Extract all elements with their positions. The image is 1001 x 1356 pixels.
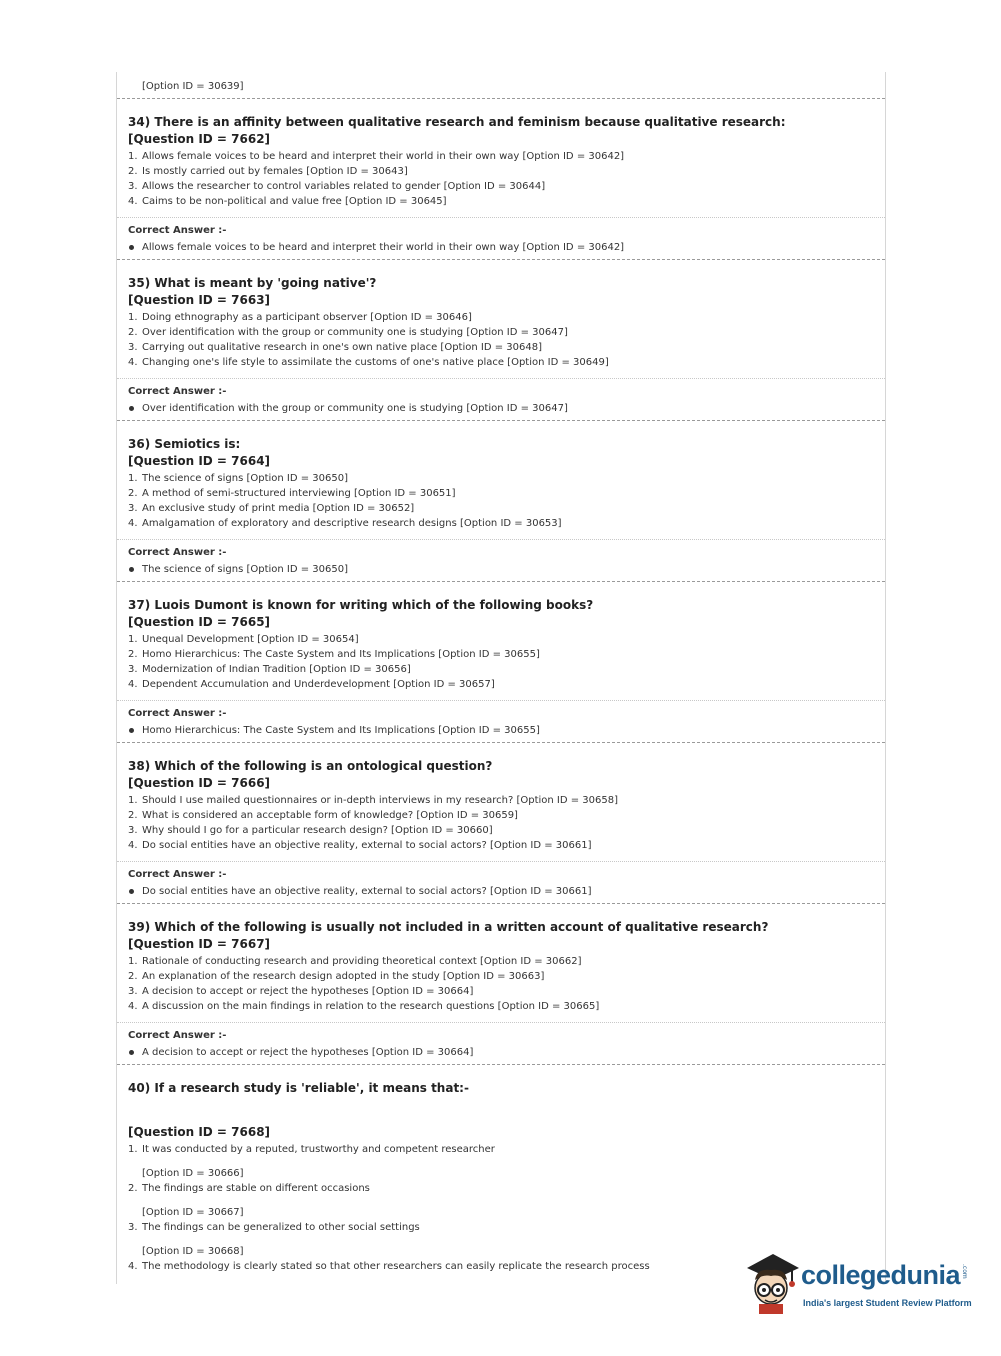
- option-text: Unequal Development [Option ID = 30654]: [142, 634, 359, 645]
- option-item: 2. Is mostly carried out by females [Option ID = 30643]: [128, 166, 408, 177]
- option-item: 1. Doing ethnography as a participant observer [Option ID = 30646]: [128, 312, 472, 323]
- option-text: Caims to be non-political and value free [Option ID = 30645]: [142, 196, 447, 207]
- correct-answer-label: Correct Answer :-: [128, 1030, 227, 1041]
- option-item: 3. Allows the researcher to control variables related to gender [Option ID = 30644]: [128, 181, 546, 192]
- question-id: [Question ID = 7665]: [128, 615, 271, 629]
- questions-list: [117, 98, 885, 1060]
- option-id: [Option ID = 30667]: [142, 1207, 244, 1218]
- option-item: 1. It was conducted by a reputed, trustworthy and competent researcher [Option ID = 30666]: [142, 1142, 885, 1181]
- option-item: 2. What is considered an acceptable form of knowledge? [Option ID = 30659]: [128, 810, 518, 821]
- option-item: 3. Carrying out qualitative research in one's own native place [Option ID = 30648]: [128, 342, 542, 353]
- correct-answer-block: [117, 540, 885, 577]
- correct-answer-text: Allows female voices to be heard and interpret their world in their own way [Option ID = 30642]: [128, 240, 885, 255]
- option-text: Amalgamation of exploratory and descriptive research designs [Option ID = 30653]: [142, 518, 562, 529]
- option-list: [128, 632, 885, 692]
- question-40: [117, 1065, 885, 1274]
- question-title: 35) What is meant by 'going native'?: [128, 276, 377, 290]
- option-text: A decision to accept or reject the hypotheses [Option ID = 30664]: [142, 986, 474, 997]
- correct-answer-block: [117, 862, 885, 899]
- option-text: Why should I go for a particular research design? [Option ID = 30660]: [142, 825, 493, 836]
- option-text: The findings are stable on different occasions: [142, 1183, 370, 1194]
- correct-answer-block: [117, 218, 885, 255]
- question-block: [117, 99, 885, 209]
- option-text: Do social entities have an objective reality, external to social actors? [Option ID = 30661]: [142, 840, 592, 851]
- question-title: 34) There is an affinity between qualitative research and feminism because qualitative research:: [128, 115, 786, 129]
- question-block: [117, 260, 885, 370]
- option-text: Should I use mailed questionnaires or in-depth interviews in my research? [Option ID = 30658]: [142, 795, 619, 806]
- option-item: 2. The findings are stable on different occasions [Option ID = 30667]: [142, 1181, 885, 1220]
- option-text: A discussion on the main findings in relation to the research questions [Option ID = 30665]: [142, 1001, 600, 1012]
- option-list: [128, 954, 885, 1014]
- option-item: 2. A method of semi-structured interviewing [Option ID = 30651]: [128, 488, 456, 499]
- option-id: [Option ID = 30666]: [142, 1168, 244, 1179]
- logo-wordmark: collegedunia: [801, 1260, 961, 1290]
- option-item: 1. Allows female voices to be heard and interpret their world in their own way [Option ID = 30642]: [128, 151, 625, 162]
- question-title: 40) If a research study is 'reliable', it means that:-: [128, 1081, 469, 1095]
- correct-answer-block: [117, 1023, 885, 1060]
- correct-answer-text: Do social entities have an objective reality, external to social actors? [Option ID = 30661]: [128, 884, 885, 899]
- option-item: 1. Unequal Development [Option ID = 30654]: [128, 634, 359, 645]
- logo-com: .com: [961, 1264, 968, 1279]
- option-id: [Option ID = 30668]: [142, 1246, 244, 1257]
- option-text: The findings can be generalized to other social settings: [142, 1222, 420, 1233]
- previous-option-id: [Option ID = 30639]: [142, 81, 244, 92]
- correct-answer-text: A decision to accept or reject the hypotheses [Option ID = 30664]: [128, 1045, 885, 1060]
- option-text: Allows female voices to be heard and interpret their world in their own way [Option ID = 30642]: [142, 151, 625, 162]
- question-id: [Question ID = 7664]: [128, 454, 271, 468]
- question-title: 38) Which of the following is an ontological question?: [128, 759, 493, 773]
- option-item: 4. Amalgamation of exploratory and descriptive research designs [Option ID = 30653]: [128, 518, 562, 529]
- correct-answer-text: Over identification with the group or community one is studying [Option ID = 30647]: [128, 401, 885, 416]
- option-item: 3. A decision to accept or reject the hypotheses [Option ID = 30664]: [128, 986, 474, 997]
- question-title: 39) Which of the following is usually not included in a written account of qualitative research?: [128, 920, 769, 934]
- option-text: The methodology is clearly stated so that other researchers can easily replicate the research process: [142, 1261, 650, 1272]
- option-item: 2. An explanation of the research design adopted in the study [Option ID = 30663]: [128, 971, 545, 982]
- option-list: [128, 310, 885, 370]
- question-id: [Question ID = 7668]: [128, 1125, 271, 1139]
- correct-answer-label: Correct Answer :-: [128, 869, 227, 880]
- option-text: Dependent Accumulation and Underdevelopment [Option ID = 30657]: [142, 679, 495, 690]
- question-id: [Question ID = 7666]: [128, 776, 271, 790]
- option-text: Modernization of Indian Tradition [Option ID = 30656]: [142, 664, 411, 675]
- option-item: 3. The findings can be generalized to other social settings [Option ID = 30668]: [142, 1220, 885, 1259]
- option-item: 4. Dependent Accumulation and Underdevelopment [Option ID = 30657]: [128, 679, 495, 690]
- option-item: 2. Over identification with the group or community one is studying [Option ID = 30647]: [128, 327, 568, 338]
- question-id: [Question ID = 7663]: [128, 293, 271, 307]
- option-item: 1. Should I use mailed questionnaires or in-depth interviews in my research? [Option ID = 30658]: [128, 795, 619, 806]
- correct-answer-text: Homo Hierarchicus: The Caste System and Its Implications [Option ID = 30655]: [128, 723, 885, 738]
- option-text: An explanation of the research design adopted in the study [Option ID = 30663]: [142, 971, 545, 982]
- correct-answer-label: Correct Answer :-: [128, 708, 227, 719]
- option-item: 4. Do social entities have an objective reality, external to social actors? [Option ID = 30661]: [128, 840, 592, 851]
- option-item: 4. Changing one's life style to assimilate the customs of one's native place [Option ID = 30649]: [128, 357, 609, 368]
- option-list: [128, 793, 885, 853]
- option-item: 2. Homo Hierarchicus: The Caste System and Its Implications [Option ID = 30655]: [128, 649, 540, 660]
- question-block: [117, 743, 885, 853]
- option-text: It was conducted by a reputed, trustworthy and competent researcher: [142, 1144, 495, 1155]
- correct-answer-label: Correct Answer :-: [128, 547, 227, 558]
- option-item: 1. Rationale of conducting research and providing theoretical context [Option ID = 30662]: [128, 956, 582, 967]
- correct-answer-block: [117, 701, 885, 738]
- option-list: [128, 471, 885, 531]
- option-text: Allows the researcher to control variables related to gender [Option ID = 30644]: [142, 181, 546, 192]
- option-list: [128, 149, 885, 209]
- option-text: The science of signs [Option ID = 30650]: [142, 473, 349, 484]
- option-item: 3. An exclusive study of print media [Option ID = 30652]: [128, 503, 415, 514]
- graduate-mascot-icon: [743, 1250, 801, 1316]
- option-text: Rationale of conducting research and providing theoretical context [Option ID = 30662]: [142, 956, 582, 967]
- option-item: 4. The methodology is clearly stated so that other researchers can easily replicate the research process: [128, 1261, 650, 1272]
- question-block: [117, 421, 885, 531]
- question-id: [Question ID = 7662]: [128, 132, 271, 146]
- option-item: 3. Why should I go for a particular research design? [Option ID = 30660]: [128, 825, 493, 836]
- question-block: [117, 904, 885, 1014]
- correct-answer-label: Correct Answer :-: [128, 225, 227, 236]
- option-item: 1. The science of signs [Option ID = 30650]: [128, 473, 349, 484]
- collegedunia-logo: [743, 1250, 973, 1322]
- option-item: 3. Modernization of Indian Tradition [Option ID = 30656]: [128, 664, 411, 675]
- correct-answer-block: [117, 379, 885, 416]
- option-text: Changing one's life style to assimilate the customs of one's native place [Option ID = 30649]: [142, 357, 609, 368]
- option-text: Carrying out qualitative research in one's own native place [Option ID = 30648]: [142, 342, 542, 353]
- option-text: Over identification with the group or community one is studying [Option ID = 30647]: [142, 327, 568, 338]
- question-paper: [116, 72, 886, 1284]
- option-item: 4. A discussion on the main findings in relation to the research questions [Option ID = 30665]: [128, 1001, 600, 1012]
- question-title: 36) Semiotics is:: [128, 437, 241, 451]
- question-block: [117, 582, 885, 692]
- correct-answer-text: The science of signs [Option ID = 30650]: [128, 562, 885, 577]
- option-text: An exclusive study of print media [Option ID = 30652]: [142, 503, 415, 514]
- option-text: Doing ethnography as a participant observer [Option ID = 30646]: [142, 312, 472, 323]
- option-item: 4. Caims to be non-political and value free [Option ID = 30645]: [128, 196, 447, 207]
- option-text: What is considered an acceptable form of knowledge? [Option ID = 30659]: [142, 810, 518, 821]
- option-text: Is mostly carried out by females [Option ID = 30643]: [142, 166, 408, 177]
- option-text: Homo Hierarchicus: The Caste System and Its Implications [Option ID = 30655]: [142, 649, 540, 660]
- question-title: 37) Luois Dumont is known for writing which of the following books?: [128, 598, 594, 612]
- question-id: [Question ID = 7667]: [128, 937, 271, 951]
- option-text: A method of semi-structured interviewing [Option ID = 30651]: [142, 488, 456, 499]
- logo-tagline: India's largest Student Review Platform: [803, 1298, 972, 1308]
- correct-answer-label: Correct Answer :-: [128, 386, 227, 397]
